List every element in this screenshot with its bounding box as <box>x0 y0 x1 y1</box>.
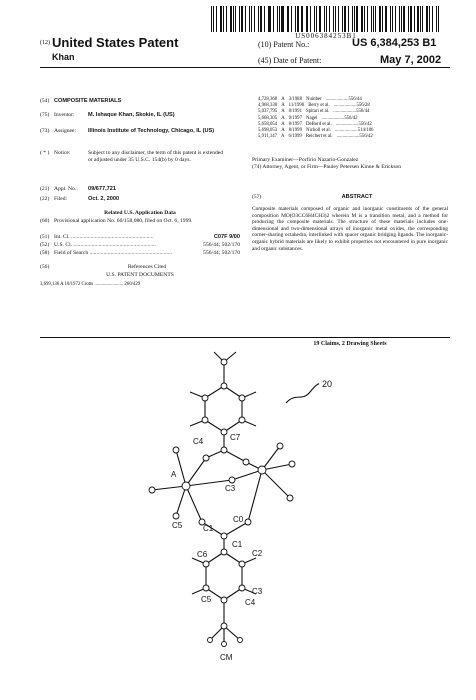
reference-row: 5,911,147 A 6/1999 Reichert et al. ...................556/42 <box>258 134 373 140</box>
field-us-cl: (52) U.S. Cl. ........................................................... 556/44; 502/170 <box>40 242 240 248</box>
inventor-name: M. Ishaque Khan, Skokie, IL (US) <box>88 112 175 118</box>
application-number: 09/677,721 <box>88 186 116 192</box>
barcode-number: US006384253B1 <box>295 32 357 40</box>
patent-date-label: Date of Patent: <box>273 56 322 65</box>
field-search: (58) Field of Search ........................................................... 556/44; 502/170 <box>40 250 240 264</box>
references-heading: References Cited <box>127 264 167 270</box>
figure-bonds <box>152 352 319 642</box>
atom-label: C4 <box>245 598 256 607</box>
abstract-heading: ABSTRACT <box>341 194 373 200</box>
patent-office-title: United States Patent <box>52 35 179 50</box>
reference-row: 5,668,305 A 9/1997 Nagel ...................556/42 <box>258 115 358 121</box>
reference-row: 3,699,136 A 10/1972 Crotts ........................ 260/429 <box>40 282 141 287</box>
atom-label: C0 <box>233 515 244 524</box>
field-inventor: (75) Inventor: M. Ishaque Khan, Skokie, IL (US) <box>40 112 175 118</box>
field-filed: (22) Filed: Oct. 2, 2000 <box>40 196 120 202</box>
patent-author: Khan <box>52 52 75 62</box>
abstract-heading-line: (57) ABSTRACT <box>252 194 448 201</box>
atom-label: C1 <box>203 524 214 533</box>
atom-label: A <box>171 470 177 479</box>
field-references: (56) References Cited <box>40 264 240 272</box>
atom-label: C3 <box>252 587 263 596</box>
int-cl-value: C07F 9/00 <box>213 234 240 240</box>
atom-label: C1 <box>232 540 243 549</box>
patent-number-code: (10) <box>258 40 272 49</box>
reference-row: 5,037,795 A 8/1991 Spitari et al. ...................556/44 <box>258 109 370 115</box>
claims-line: 19 Claims, 2 Drawing Sheets <box>313 341 387 347</box>
atom-label: C5 <box>201 595 212 604</box>
field-notice: ( * ) Notice: Subject to any disclaimer, the term of this patent is extended or adjusted under 35 U.S.C. 154(b) by 0 days. <box>40 150 240 186</box>
search-value: 556/44; 502/170 <box>203 250 240 256</box>
country-code: (12) <box>40 40 50 46</box>
atom-label: C2 <box>252 549 263 558</box>
abstract-text: Composite materials composed of organic and inorganic constituents of the general composition MO(O3CC6H4CH3)2 wherein M is a transition metal, and a method for producing the composite materials. The structure of these materials includes one-dimensional and two-dimensional arrays of inorganic metal oxides, the corresponding corner-sharing octahedra, interlinked with spacer organic bridging ligands. The inorganic-organic hybrid materials are likely to exhibit properties not encountered in pure inorganic and organic substances. <box>252 206 448 252</box>
field-assignee: (73) Assignee: Illinois Institute of Technology, Chicago, IL (US) <box>40 128 240 150</box>
invention-title: COMPOSITE MATERIALS <box>54 98 122 104</box>
figure-atom-labels <box>171 433 263 662</box>
field-appl-no: (21) Appl. No.: 09/677,721 <box>40 186 116 192</box>
field-provisional: (60) Provisional application No. 60/158,080, filed on Oct. 6, 1999. <box>40 218 240 234</box>
primary-examiner: Primary Examiner—Porfirio Nazario-Gonzalez <box>252 157 359 163</box>
figure-reference-numeral: 20 <box>322 379 333 389</box>
related-data-heading: Related U.S. Application Data <box>104 210 176 216</box>
atom-label: C6 <box>197 550 208 559</box>
us-cl-value: 556/44; 502/170 <box>203 242 240 248</box>
reference-row: 5,698,053 A 8/1999 Nicholl et al. ...................514/186 <box>258 128 374 134</box>
atom-label: C5 <box>172 521 183 530</box>
patent-date-code: (45) <box>258 56 272 65</box>
field-int-cl: (51) Int. Cl. ........................................................... C07F 9/00 <box>40 234 240 240</box>
patent-date-value: May 7, 2002 <box>380 54 442 66</box>
reference-row: 5,658,054 A 8/1997 DeBord et al. ...................556/42 <box>258 121 372 127</box>
figure-atoms <box>149 359 295 647</box>
atom-label: C4 <box>193 437 204 446</box>
provisional-text: Provisional application No. 60/158,080, filed on Oct. 6, 1999. <box>54 218 193 224</box>
notice-text: Subject to any disclaimer, the term of this patent is extended or adjusted under 35 U.S.C. 154(b) by 0 days. <box>88 150 224 163</box>
filing-date: Oct. 2, 2000 <box>88 196 120 202</box>
patent-number-label: Patent No.: <box>273 40 310 49</box>
atom-label: CM <box>220 653 233 662</box>
assignee-name: Illinois Institute of Technology, Chicago, IL (US) <box>88 128 215 134</box>
reference-row: 4,968,330 A 11/1990 Berry et al. ...................556/28 <box>258 103 370 109</box>
us-patent-documents-heading: U.S. PATENT DOCUMENTS <box>106 272 174 278</box>
atom-label: C7 <box>230 433 241 442</box>
field-title: (54) COMPOSITE MATERIALS <box>40 98 122 104</box>
patent-number-value: US 6,384,253 B1 <box>352 37 437 49</box>
atom-label: C3 <box>225 484 236 493</box>
attorney-agent: (74) Attorney, Agent, or Firm—Pauley Petersen Kinne & Erickson <box>252 164 402 170</box>
reference-row: 4,728,368 A 3/1988 Nuinber ...................556/44 <box>258 97 362 102</box>
